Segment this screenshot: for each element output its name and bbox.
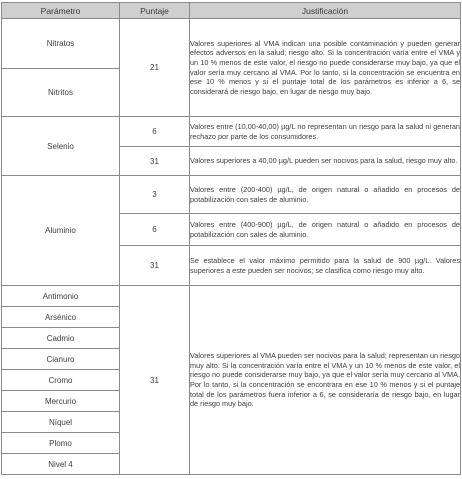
param-cell: Aluminio xyxy=(2,176,120,286)
table-row xyxy=(2,19,461,69)
justification-cell: Valores entre (10,00-40,00) µg/L no representan un riesgo para la salud ni generan rechazo por parte de los consumidores. xyxy=(190,117,461,147)
param-cell: Níquel xyxy=(2,412,120,433)
table-row xyxy=(2,176,461,214)
param-cell: Selenio xyxy=(2,117,120,176)
score-cell: 31 xyxy=(120,246,190,286)
score-cell: 6 xyxy=(120,117,190,147)
justification-cell: Valores superiores al VMA indican una posible contaminación y pueden generar efectos adversos en la salud; riesgo alto. Si la concentración varía entre el VMA y un 10 % menos de este valor, el riesgo no puede considerarse muy bajo, ya que el valor sería muy cercano al VMA. Por lo tanto, si la concentración se encuentra en ese 10 % menos y si el puntaje total de los parámetros es inferior a 6, se considerará de riesgo bajo, en lugar de riesgo muy bajo. xyxy=(190,19,461,117)
score-cell: 3 xyxy=(120,176,190,214)
risk-table xyxy=(1,2,461,475)
justification-cell: Valores entre (400-900) µg/L, de origen natural o añadido en procesos de potabilización con sales de aluminio. xyxy=(190,214,461,246)
param-cell: Cromo xyxy=(2,370,120,391)
justification-cell: Se establece el valor máximo permitido para la salud de 900 µg/L. Valores superiores a este pueden ser nocivos; se clasifica como riesgo muy alto. xyxy=(190,246,461,286)
score-cell: 21 xyxy=(120,19,190,117)
justification-cell: Valores entre (200-400) µg/L, de origen natural o añadido en procesos de potabilización con sales de aluminio. xyxy=(190,176,461,214)
param-cell: Cadmio xyxy=(2,328,120,349)
param-cell: Mercurio xyxy=(2,391,120,412)
param-cell: Plomo xyxy=(2,433,120,454)
justification-cell: Valores superiores al VMA pueden ser nocivos para la salud; representan un riesgo muy alto. Si la concentración varía entre el VMA y un 10 % menos de este valor, el riesgo no puede considerarse muy bajo, ya que el valor sería muy cercano al VMA. Por lo tanto, si la concentración se encontrara en ese 10 % menos y si el puntaje total de los parámetros fuera inferior a 6, se consideraría de riesgo bajo, en lugar de riesgo muy bajo. xyxy=(190,286,461,475)
param-cell: Nivel 4 xyxy=(2,454,120,475)
param-cell: Nitratos xyxy=(2,19,120,69)
justification-cell: Valores superiores a 40,00 µg/L pueden ser nocivos para la salud, riesgo muy alto. xyxy=(190,147,461,176)
table-row xyxy=(2,286,461,307)
param-cell: Arsénico xyxy=(2,307,120,328)
score-cell: 31 xyxy=(120,286,190,475)
header-row xyxy=(2,3,461,19)
score-cell: 31 xyxy=(120,147,190,176)
param-cell: Antimonio xyxy=(2,286,120,307)
header-param: Parámetro xyxy=(2,3,120,19)
table-row xyxy=(2,117,461,147)
header-score: Puntaje xyxy=(120,3,190,19)
param-cell: Cianuro xyxy=(2,349,120,370)
score-cell: 6 xyxy=(120,214,190,246)
header-justification: Justificación xyxy=(190,3,461,19)
param-cell: Nitritos xyxy=(2,69,120,117)
